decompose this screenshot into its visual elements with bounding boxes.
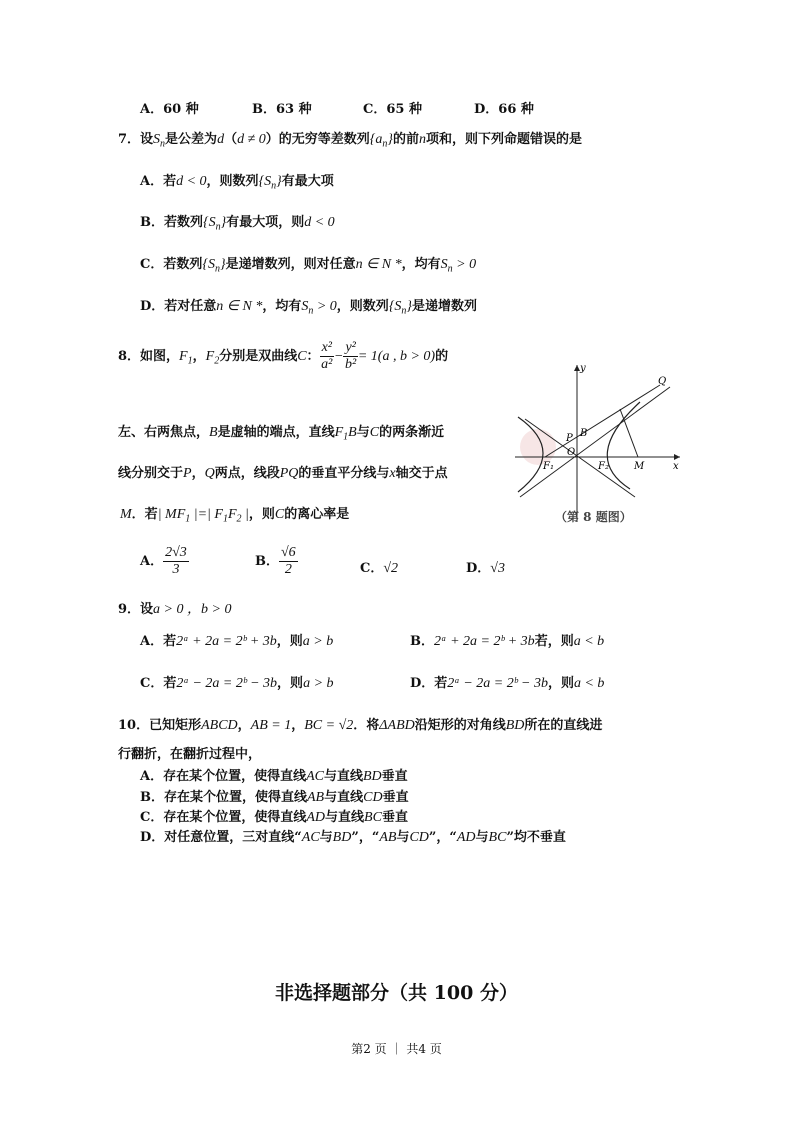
q10-stem-line1: 10．已知矩形ABCD，AB = 1，BC = √2．将ΔABD沿矩形的对角线BD所在的直线进 xyxy=(118,718,603,733)
fig-label-f2: F₂ xyxy=(598,461,609,472)
q6-option-d: D．66 种 xyxy=(474,102,534,117)
q8-stem-line1: 8．如图，$F_1$，$F_2$分别是双曲线C： $\frac{\text{x²}}{\text{a²}}$ − $\frac{\text{y²}}{\text{b²}}$ = 1(a , b > 0)的 xyxy=(118,340,449,372)
fig-label-y: y xyxy=(580,363,586,374)
q7-option-a: A．若d < 0，则数列$\{S_n\}$有最大项 xyxy=(140,174,334,192)
q8-hyperbola-figure xyxy=(510,357,685,527)
q8-option-d: D．√3 xyxy=(466,561,505,576)
q8-fraction-x: $\frac{\text{x²}}{\text{a²}}$ xyxy=(321,340,333,372)
q8-stem-line4: M．若| $MF_1$ |=| $F_1F_2$ |，则C的离心率是 xyxy=(120,507,350,525)
q10-stem-line2: 行翻折，在翻折过程中， xyxy=(118,747,262,762)
watermark-shape xyxy=(520,429,556,465)
q6-option-a: A．60 种 xyxy=(140,102,199,117)
q8-fraction-y: $\frac{\text{y²}}{\text{b²}}$ xyxy=(345,340,357,372)
q7-option-d: D．若对任意n ∈ N *，均有$S_n > 0$，则数列$\{S_n\}$是递增数列 xyxy=(140,299,478,317)
page-footer: 第2 页 ｜ 共4 页 xyxy=(351,1042,442,1056)
q10-option-d: D．对任意位置，三对直线“AC与BD”，“AB与CD”，“AD与BC”均不垂直 xyxy=(140,830,566,845)
q9-stem: 9．设a > 0 ，b > 0 xyxy=(118,602,232,617)
q10-option-a: A．存在某个位置，使得直线AC与直线BD垂直 xyxy=(140,769,408,784)
q9-option-b: B．2ᵃ + 2a = 2ᵇ + 3b若，则a < b xyxy=(410,634,605,649)
q8-stem-line2: 左、右两焦点，B是虚轴的端点，直线$F_1B$与C的两条渐近 xyxy=(118,425,445,443)
q8-option-a: A． $\frac{2√3}{3}$ xyxy=(140,545,187,577)
q10-option-b: B．存在某个位置，使得直线AB与直线CD垂直 xyxy=(140,790,409,805)
fig-label-q: Q xyxy=(658,376,667,387)
section-title: 非选择题部分（共 100 分） xyxy=(275,982,518,1004)
q9-option-a: A．若2ᵃ + 2a = 2ᵇ + 3b，则a > b xyxy=(140,634,334,649)
q7-stem: 7．设$S_n$是公差为d（d ≠ 0）的无穷等差数列$\{a_n\}$的前n项和，则下列命题错误的是 xyxy=(118,132,583,150)
fig-label-x: x xyxy=(673,461,679,472)
q6-option-c: C．65 种 xyxy=(363,102,422,117)
q7-option-c: C．若数列$\{S_n\}$是递增数列，则对任意n ∈ N *，均有$S_n > 0$ xyxy=(140,257,477,275)
fig-label-o: O xyxy=(567,447,576,458)
q9-option-d: D．若2ᵃ − 2a = 2ᵇ − 3b，则a < b xyxy=(410,676,605,691)
q7-option-b: B．若数列$\{S_n\}$有最大项，则d < 0 xyxy=(140,215,335,233)
fig-label-f1: F₁ xyxy=(543,461,554,472)
fig-label-p: P xyxy=(566,433,573,444)
fig-label-b: B xyxy=(580,428,588,439)
q8-option-b: B． $\frac{√6}{2}$ xyxy=(255,545,296,577)
q8-option-c: C．√2 xyxy=(360,561,399,576)
q10-option-c: C．存在某个位置，使得直线AD与直线BC垂直 xyxy=(140,810,408,825)
q8-figure-caption: （第 8 题图） xyxy=(555,510,632,524)
q8-stem-line3: 线分别交于P，Q两点，线段PQ的垂直平分线与x轴交于点 xyxy=(118,466,448,481)
q9-option-c: C．若2ᵃ − 2a = 2ᵇ − 3b，则a > b xyxy=(140,676,334,691)
q6-option-b: B．63 种 xyxy=(252,102,312,117)
fig-label-m: M xyxy=(634,461,645,472)
